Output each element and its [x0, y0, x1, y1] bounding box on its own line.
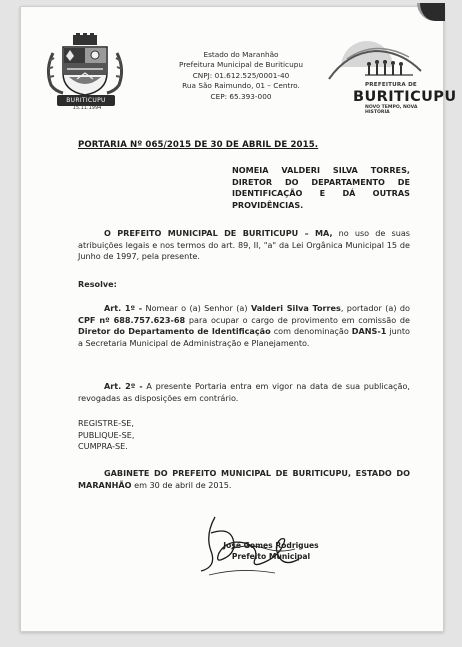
- logo-people-icon: [317, 31, 435, 87]
- logo-slogan: NOVO TEMPO, NOVA HISTÓRIA: [365, 105, 418, 115]
- article-1-text: com denominação: [270, 326, 352, 337]
- gabinete-label: GABINETE DO PREFEITO MUNICIPAL DE BURITICUPU, ESTADO DO: [104, 468, 410, 478]
- article-2-text: A presente Portaria entra em vigor na data de sua publicação, revogadas as disposições em contrário.: [78, 381, 410, 403]
- coat-of-arms-icon: [43, 33, 127, 111]
- article-2-label: Art. 2º -: [104, 381, 143, 391]
- document-page: [20, 6, 457, 632]
- article-1-text: , portador (a) do: [340, 303, 410, 313]
- letterhead-line: Rua São Raimundo, 01 – Centro.: [182, 81, 300, 91]
- closing-line: REGISTRE-SE,: [78, 418, 134, 428]
- article-1-text: junto a Secretaria Municipal de Administração e Planejamento.: [78, 326, 410, 348]
- document-ementa: NOMEIA VALDERI SILVA TORRES, DIRETOR DO DEPARTAMENTO DE IDENTIFICAÇÃO E DÁ OUTRAS PROVIDÊNCIAS.: [232, 165, 410, 210]
- article-1-text: Nomear o (a) Senhor (a): [142, 303, 251, 313]
- letterhead-line: Prefeitura Municipal de Buriticupu: [179, 60, 303, 70]
- article-2-paragraph: [78, 381, 410, 404]
- gabinete-paragraph: [78, 468, 410, 491]
- logo-prefix: PREFEITURA DE: [365, 82, 417, 88]
- appointee-name: Valderi Silva Torres: [250, 303, 341, 313]
- preamble-text: no uso de suas atribuições legais e nos termos do art. 89, II, "a" da Lei Orgânica Municipal 15 de Junho de 1997, pela presente.: [78, 228, 410, 262]
- signer-title: Prefeito Municipal: [231, 552, 311, 561]
- closing-block: [78, 418, 410, 453]
- gabinete-state: MARANHÃO: [78, 479, 132, 490]
- resolve-heading: Resolve:: [78, 279, 117, 289]
- appointee-dans: DANS-1: [351, 326, 387, 337]
- gabinete-date: em 30 de abril de 2015.: [131, 479, 232, 490]
- article-1-paragraph: [78, 303, 410, 349]
- appointee-position: Diretor do Departamento de Identificação: [78, 326, 271, 337]
- letterhead: [21, 7, 457, 117]
- signer-name: José Gomes Rodrigues: [223, 541, 319, 550]
- prefeitura-logo: [317, 31, 457, 115]
- logo-name: BURITICUPU: [353, 89, 457, 105]
- seal-date: 15.11.1994: [72, 105, 102, 111]
- closing-line: PUBLIQUE-SE,: [78, 429, 135, 440]
- article-1-text: para ocupar o cargo de provimento em comissão de: [185, 314, 410, 325]
- preamble-authority: O PREFEITO MUNICIPAL DE BURITICUPU – MA,: [104, 228, 333, 238]
- letterhead-line: Estado do Maranhão: [203, 50, 279, 59]
- preamble-paragraph: [78, 228, 410, 263]
- appointee-cpf: CPF nº 688.757.623-68: [78, 314, 186, 325]
- article-1-label: Art. 1º -: [104, 303, 143, 313]
- letterhead-line: CEP: 65.393-000: [210, 91, 272, 101]
- letterhead-line: CNPJ: 01.612.525/0001-40: [192, 70, 290, 80]
- seal-banner: BURITICUPU: [57, 95, 115, 106]
- letterhead-address: [151, 50, 331, 102]
- document-title: PORTARIA Nº 065/2015 DE 30 DE ABRIL DE 2015.: [78, 140, 319, 150]
- closing-line: CUMPRA-SE.: [78, 441, 128, 452]
